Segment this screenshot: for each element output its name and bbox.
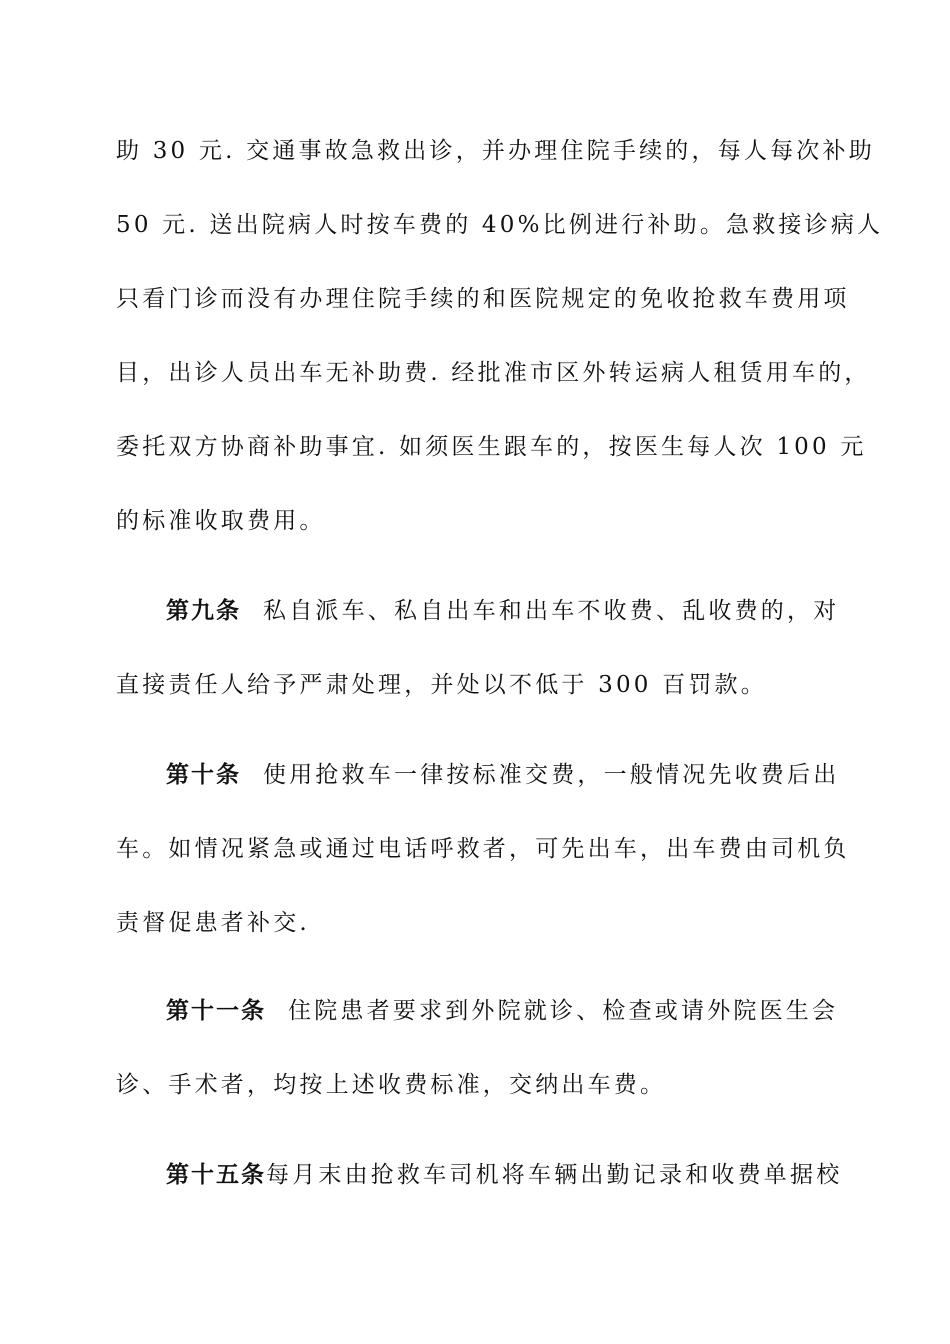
text-line: 委托双方协商补助事宜. 如须医生跟车的，按医生每人次 100 元 <box>116 434 867 460</box>
article-10-heading: 第十条 <box>166 761 241 788</box>
text-line: 助 30 元. 交通事故急救出诊，并办理住院手续的，每人每次补助 <box>116 138 875 164</box>
article-9-first-line <box>166 596 846 626</box>
article-11-first-line <box>166 996 846 1026</box>
article-11-text: 住院患者要求到外院就诊、检查或请外院医生会 <box>288 998 839 1024</box>
article-15-first-line <box>166 1160 846 1190</box>
article-9-text: 私自派车、私自出车和出车不收费、乱收费的，对 <box>263 598 840 624</box>
article-9-heading: 第九条 <box>166 597 241 624</box>
article-11-heading: 第十一条 <box>166 997 266 1024</box>
text-line: 诊、手术者，均按上述收费标准，交纳出车费。 <box>116 1072 667 1098</box>
text-line: 责督促患者补交. <box>116 910 310 936</box>
text-line: 的标准收取费用。 <box>116 508 326 534</box>
text-line: 车。如情况紧急或通过电话呼救者，可先出车，出车费由司机负 <box>116 836 850 862</box>
article-10-first-line <box>166 760 846 790</box>
text-line: 直接责任人给予严肃处理，并处以不低于 300 百罚款。 <box>116 672 767 698</box>
article-15-text: 每月末由抢救车司机将车辆出勤记录和收费单据校 <box>266 1162 843 1188</box>
article-15-heading: 第十五条 <box>166 1161 266 1188</box>
article-10-text: 使用抢救车一律按标准交费，一般情况先收费后出 <box>263 762 840 788</box>
text-line: 目，出诊人员出车无补助费. 经批准市区外转运病人租赁用车的， <box>116 360 871 386</box>
text-line: 50 元. 送出院病人时按车费的 40%比例进行补助。急救接诊病人 <box>116 212 884 238</box>
text-line: 只看门诊而没有办理住院手续的和医院规定的免收抢救车费用项 <box>116 286 850 312</box>
